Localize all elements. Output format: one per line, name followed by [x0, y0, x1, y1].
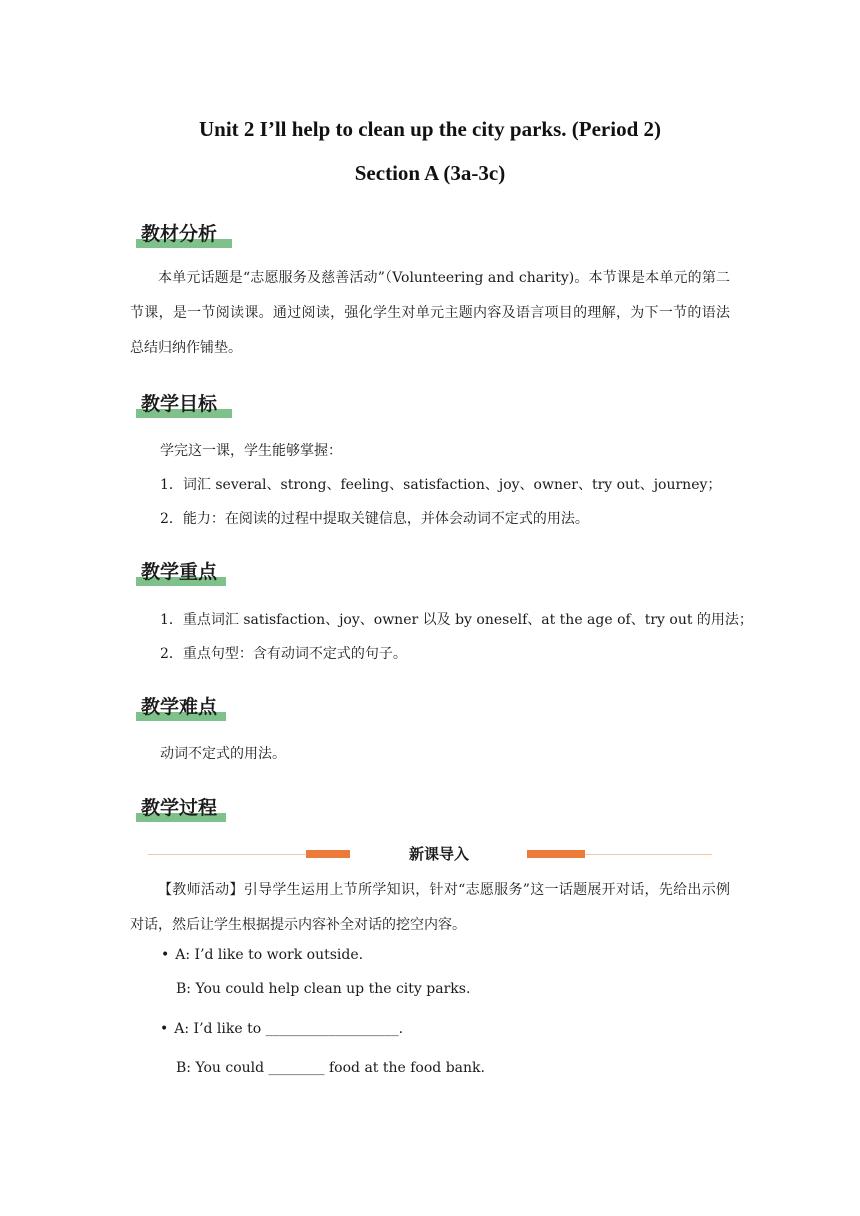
dialogue-line — [160, 1021, 403, 1037]
dialogue-a: A: I’d like to work outside. — [175, 947, 364, 963]
section-heading-key-points — [136, 552, 236, 586]
teacher-activity-paragraph: 【教师活动】引导学生运用上节所学知识，针对“志愿服务”这一话题展开对话，先给出示例对话，然后让学生根据提示内容补全对话的挖空内容。 — [130, 882, 730, 933]
dialogue-line — [161, 947, 363, 963]
section-heading-label: 教学难点 — [141, 696, 218, 718]
key-point-item: 2．重点句型：含有动词不定式的句子。 — [160, 646, 407, 662]
document-subtitle: Section A (3a-3c) — [354, 161, 506, 185]
objectives-intro: 学完这一课，学生能够掌握： — [160, 443, 342, 459]
bullet-icon: • — [160, 1021, 169, 1037]
objective-item: 1．词汇 several、strong、feeling、satisfaction、joy、owner、try out、journey； — [160, 477, 722, 493]
subsection-label: 新课导入 — [408, 845, 469, 863]
key-point-item: 1．重点词汇 satisfaction、joy、owner 以及 by oneself、at the age of、try out 的用法； — [160, 612, 753, 628]
section-heading-label: 教学重点 — [141, 561, 218, 583]
section-heading-label: 教学过程 — [141, 797, 218, 819]
divider-accent-left — [306, 850, 350, 858]
document-title: Unit 2 I’ll help to clean up the city parks. (Period 2) — [199, 117, 661, 141]
section-heading-process — [136, 788, 236, 822]
section-heading-objectives — [136, 384, 236, 418]
analysis-paragraph: 本单元话题是“志愿服务及慈善活动”（Volunteering and charity)。本节课是本单元的第二节课，是一节阅读课。通过阅读，强化学生对单元主题内容及语言项目的理解，为下一节的语法总结归纳作铺垫。 — [130, 270, 730, 356]
difficulties-text: 动词不定式的用法。 — [160, 746, 286, 762]
divider-accent-right — [527, 850, 585, 858]
section-heading-difficulties — [136, 687, 236, 721]
divider-line-right — [585, 854, 712, 855]
bullet-icon: • — [161, 947, 170, 963]
section-heading-analysis — [136, 214, 236, 248]
divider-line-left — [148, 854, 306, 855]
dialogue-a: A: I’d like to ___________________. — [174, 1021, 404, 1037]
section-heading-label: 教材分析 — [141, 223, 218, 245]
objective-item: 2．能力：在阅读的过程中提取关键信息，并体会动词不定式的用法。 — [160, 511, 589, 527]
dialogue-b: B: You could ________ food at the food bank. — [176, 1060, 485, 1076]
dialogue-b: B: You could help clean up the city parks. — [176, 981, 471, 997]
section-heading-label: 教学目标 — [141, 393, 218, 415]
